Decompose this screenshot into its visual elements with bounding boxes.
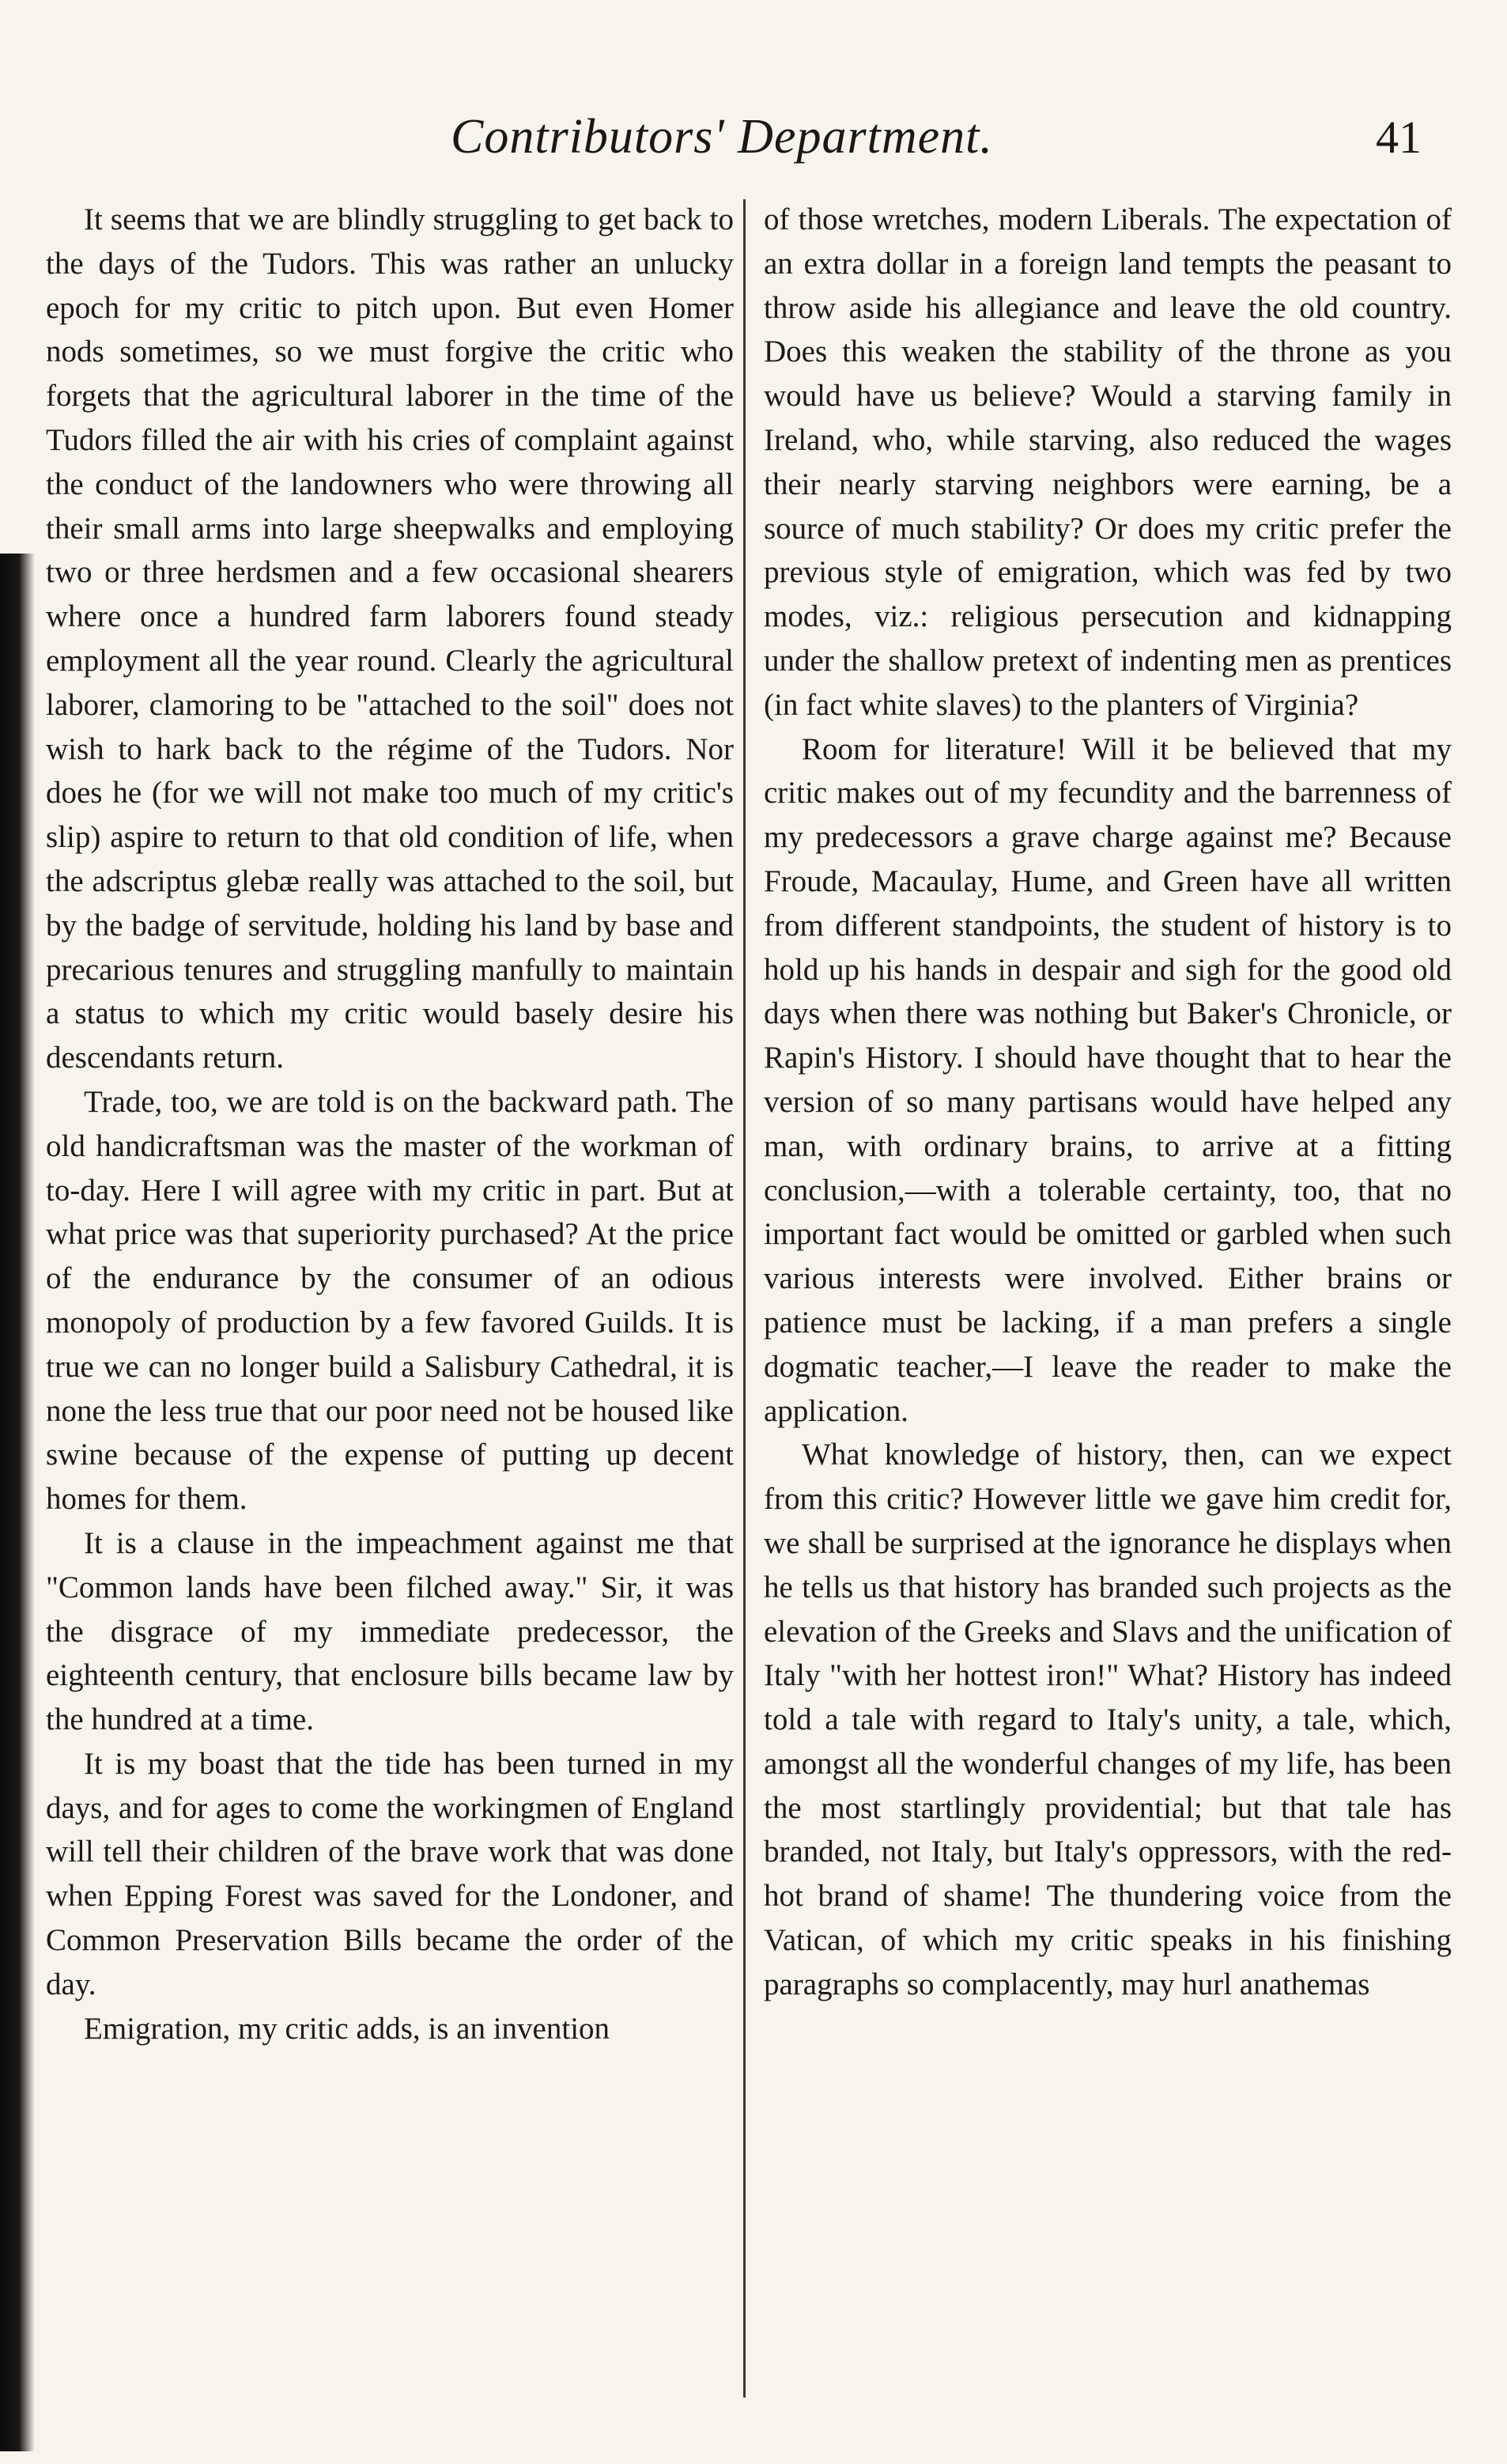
paragraph: It is a clause in the impeachment against me that "Common lands have been filched away." Sir, it was the disgrace of my immediate predecessor, the eighteenth century, that enclosure bills became law by the hundred at a time.: [46, 1525, 734, 1737]
page-header: [0, 93, 1507, 172]
right-column: [764, 198, 1452, 2007]
paragraph: Room for literature! Will it be believed that my critic makes out of my fecundity and the barrenness of my predecessors a grave charge against me? Because Froude, Macaulay, Hume, and Green have all written from different standpoints, the student of history is to hold up his hands in despair and sigh for the good old days when there was nothing but Baker's Chronicle, or Rapin's History. I should have thought that to hear the version of so many partisans would have helped any man, with ordinary brains, to arrive at a fitting conclusion,—with a tolerable certainty, too, that no important fact would be omitted or garbled when such various interests were involved. Either brains or patience must be lacking, if a man prefers a single dogmatic teacher,—I leave the reader to make the application.: [764, 731, 1452, 1428]
paragraph: It seems that we are blindly struggling to get back to the days of the Tudors. This was rather an unlucky epoch for my critic to pitch upon. But even Homer nods sometimes, so we must forgive the critic who forgets that the agricultural laborer in the time of the Tudors filled the air with his cries of complaint against the conduct of the landowners who were throwing all their small arms into large sheepwalks and employing two or three herdsmen and a few occasional shearers where once a hundred farm laborers found steady employment all the year round. Clearly the agricultural laborer, clamoring to be "attached to the soil" does not wish to hark back to the régime of the Tudors. Nor does he (for we will not make too much of my critic's slip) aspire to return to that old condition of life, when the adscriptus glebæ really was attached to the soil, but by the badge of servitude, holding his land by base and precarious tenures and struggling manfully to maintain a status to which my critic would basely desire his descendants return.: [46, 202, 734, 1075]
left-column: [46, 198, 734, 2050]
page-number: 41: [1376, 111, 1422, 163]
paragraph: What knowledge of history, then, can we expect from this critic? However little we gave him credit for, we shall be surprised at the ignorance he displays when he tells us that history has branded such projects as the elevation of the Greeks and Slavs and the unification of Italy "with her hottest iron!" What? History has indeed told a tale with regard to Italy's unity, a tale, which, amongst all the wonderful changes of my life, has been the most startlingly providential; but that tale has branded, not Italy, but Italy's oppressors, with the red-hot brand of shame! The thundering voice from the Vatican, of which my critic speaks in his finishing paragraphs so complacently, may hurl anathemas: [764, 1438, 1452, 2001]
binding-shadow: [0, 554, 35, 2451]
paragraph: It is my boast that the tide has been turned in my days, and for ages to come the workingmen of England will tell their children of the brave work that was done when Epping Forest was saved for the Londoner, and Common Preservation Bills became the order of the day.: [46, 1746, 734, 2001]
paragraph: of those wretches, modern Liberals. The expectation of an extra dollar in a foreign land tempts the peasant to throw aside his allegiance and leave the old country. Does this weaken the stability of the throne as you would have us believe? Would a starving family in Ireland, who, while starving, also reduced the wages their nearly starving neighbors were earning, be a source of much stability? Or does my critic prefer the previous style of emigration, which was fed by two modes, viz.: religious persecution and kidnapping under the shallow pretext of indenting men as prentices (in fact white slaves) to the planters of Virginia?: [764, 202, 1452, 722]
paragraph: Emigration, my critic adds, is an invention: [84, 2011, 610, 2046]
column-divider: [743, 199, 746, 2398]
paragraph: Trade, too, we are told is on the backward path. The old handicraftsman was the master of the workman of to-day. Here I will agree with my critic in part. But at what price was that superiority purchased? At the price of the endurance by the consumer of an odious monopoly of production by a few favored Guilds. It is true we can no longer build a Salisbury Cathedral, it is none the less true that our poor need not be housed like swine because of the expense of putting up decent homes for them.: [46, 1084, 734, 1517]
running-title: Contributors' Department.: [451, 110, 993, 164]
